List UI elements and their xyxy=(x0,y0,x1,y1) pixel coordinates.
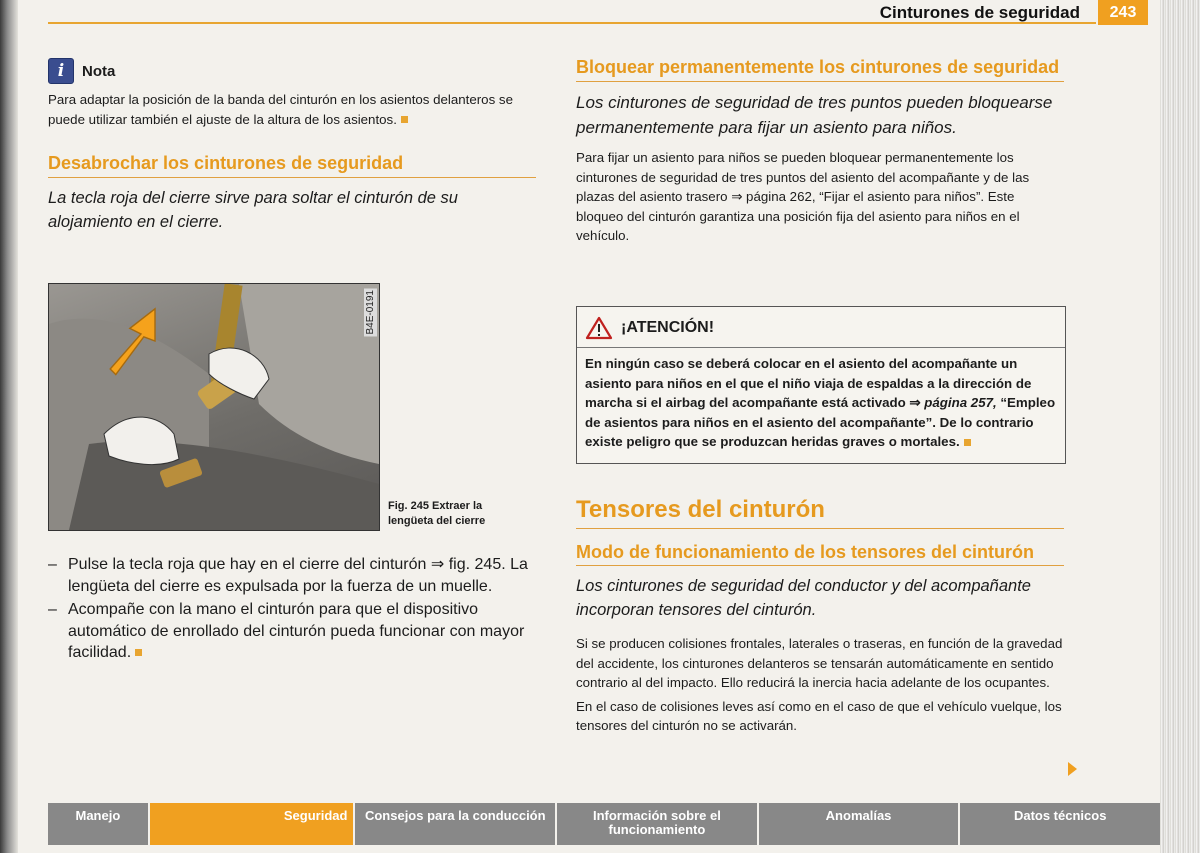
section-lead-unbuckle: La tecla roja del cierre sirve para soltar el cinturón de su alojamiento en el cierre. xyxy=(48,189,458,231)
list-item: – Pulse la tecla roja que hay en el cierre del cinturón ⇒ fig. 245. La lengüeta del cierre es expulsada por la fuerza de un muelle. xyxy=(48,556,528,595)
chapter-tabs xyxy=(48,803,1160,845)
end-marker-icon xyxy=(135,649,142,656)
warning-box xyxy=(576,306,1066,464)
section-body-tensioners-1: Si se producen colisiones frontales, laterales o traseras, en función de la gravedad del accidente, los cinturones delanteros se tensarán automáticamente en sentido contrario al del impacto. Ello reducirá la inercia hacia adelante de los ocupantes. xyxy=(576,636,1063,690)
section-title-lock: Bloquear permanentemente los cinturones de seguridad xyxy=(576,57,1060,77)
page-header-title: Cinturones de seguridad xyxy=(879,3,1080,22)
section-title-unbuckle: Desabrochar los cinturones de seguridad xyxy=(48,153,404,173)
steps-list xyxy=(48,554,536,666)
chapter-block xyxy=(576,496,1064,736)
warning-title: ¡ATENCIÓN! xyxy=(621,319,715,336)
left-column xyxy=(48,58,536,234)
warning-triangle-icon xyxy=(585,316,613,340)
book-spine-shadow xyxy=(0,0,18,853)
tab-datos-tecnicos[interactable]: Datos técnicos xyxy=(960,803,1160,845)
section-body-lock: Para fijar un asiento para niños se pueden bloquear permanentemente los cinturones de seguridad de tres puntos del asiento del acompañante y de las plazas del asiento trasero ⇒ página 262, “Fijar el asiento para niños”. Este bloqueo del cinturón garantiza una posición fija del asiento para niños en el vehículo. xyxy=(576,150,1030,243)
right-column xyxy=(576,56,1064,246)
tab-informacion-funcionamiento[interactable]: Información sobre el funcionamiento xyxy=(557,803,759,845)
chapter-title: Tensores del cinturón xyxy=(576,496,825,523)
end-marker-icon xyxy=(401,116,408,123)
section-lead-lock: Los cinturones de seguridad de tres puntos pueden bloquearse permanentemente para fijar un asiento para niños. xyxy=(576,93,1053,137)
section-rule xyxy=(576,81,1064,82)
page-reference-link[interactable]: página 257, xyxy=(924,395,997,410)
tab-manejo[interactable]: Manejo xyxy=(48,803,150,845)
section-rule xyxy=(48,177,536,178)
info-icon: i xyxy=(48,58,74,84)
page-edges xyxy=(1160,0,1200,853)
figure-caption: Fig. 245 Extraer la lengüeta del cierre xyxy=(388,500,486,527)
buckle-illustration xyxy=(49,284,379,530)
note-label: Nota xyxy=(82,62,116,80)
page-number: 243 xyxy=(1098,0,1148,25)
warning-text: En ningún caso se deberá colocar en el asiento del acompañante un asiento para niños en el que el niño viaja de espaldas a la dirección de marcha si el airbag del acompañante está activado ⇒ página 257, “Empleo de asientos para niños en el asiento del acompañante”. De lo contrario existe peligro que se produzcan heridas graves o mortales. xyxy=(585,356,1056,449)
note-text: Para adaptar la posición de la banda del cinturón en los asientos delanteros se puede utilizar también el ajuste de la altura de los asientos. xyxy=(48,92,513,127)
figure-code: B4E-0191 xyxy=(365,290,376,335)
note-header xyxy=(48,58,536,84)
tab-anomalias[interactable]: Anomalías xyxy=(759,803,961,845)
section-lead-tensioners: Los cinturones de seguridad del conductor y del acompañante incorporan tensores del cinturón. xyxy=(576,577,1031,619)
continue-arrow-icon xyxy=(1068,762,1077,776)
end-marker-icon xyxy=(964,439,971,446)
section-rule xyxy=(576,565,1064,566)
warning-header xyxy=(577,307,1065,348)
figure-seatbelt-buckle xyxy=(48,283,380,531)
section-title-tensioners: Modo de funcionamiento de los tensores del cinturón xyxy=(576,542,1035,562)
list-item: – Acompañe con la mano el cinturón para que el dispositivo automático de enrollado del cinturón pueda funcionar con mayor facilidad. xyxy=(48,601,525,661)
tab-seguridad[interactable]: Seguridad xyxy=(150,803,356,845)
tab-consejos-conduccion[interactable]: Consejos para la conducción xyxy=(355,803,557,845)
section-body-tensioners-2: En el caso de colisiones leves así como en el caso de que el vehículo vuelque, los tensores del cinturón no se activarán. xyxy=(576,698,1062,733)
